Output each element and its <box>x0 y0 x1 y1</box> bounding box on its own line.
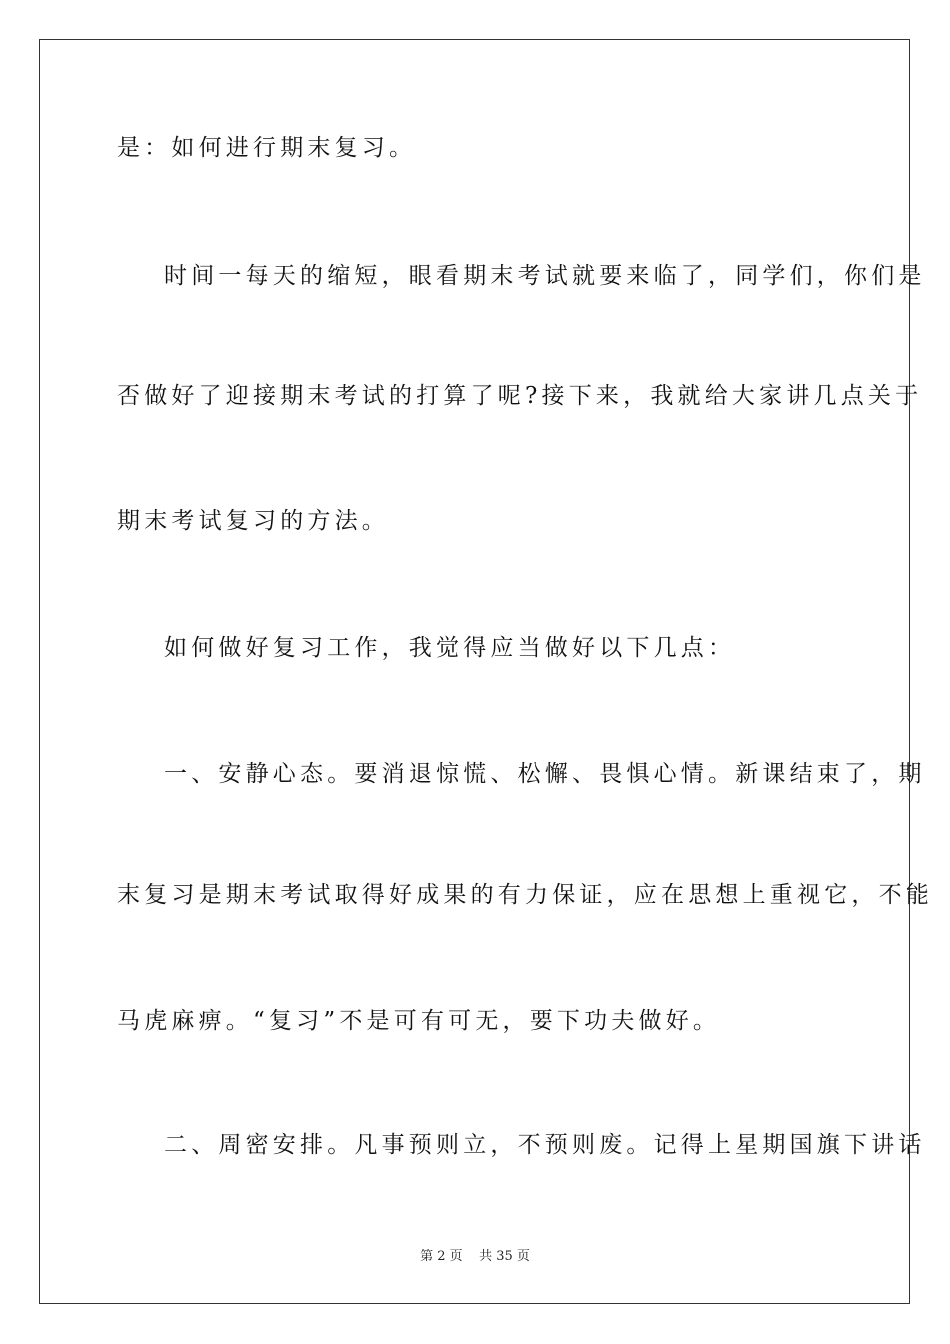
page-number-footer: 第 2 页 共 35 页 <box>420 1249 530 1264</box>
page-border <box>39 39 910 1304</box>
text-line-8: 马虎麻痹。“复习”不是可有可无，要下功夫做好。 <box>117 1008 721 1034</box>
text-line-4: 期末考试复习的方法。 <box>117 508 389 534</box>
text-line-9: 二、周密安排。凡事预则立，不预则废。记得上星期国旗下讲话 <box>164 1132 926 1158</box>
text-line-6: 一、安静心态。要消退惊慌、松懈、畏惧心情。新课结束了，期 <box>164 761 926 787</box>
text-line-3: 否做好了迎接期末考试的打算了呢?接下来，我就给大家讲几点关于 <box>117 383 923 409</box>
text-line-1: 是：如何进行期末复习。 <box>117 135 417 161</box>
text-line-5: 如何做好复习工作，我觉得应当做好以下几点： <box>164 635 736 661</box>
text-line-7: 末复习是期末考试取得好成果的有力保证，应在思想上重视它，不能 <box>117 882 933 908</box>
text-line-2: 时间一每天的缩短，眼看期末考试就要来临了，同学们，你们是 <box>164 263 926 289</box>
